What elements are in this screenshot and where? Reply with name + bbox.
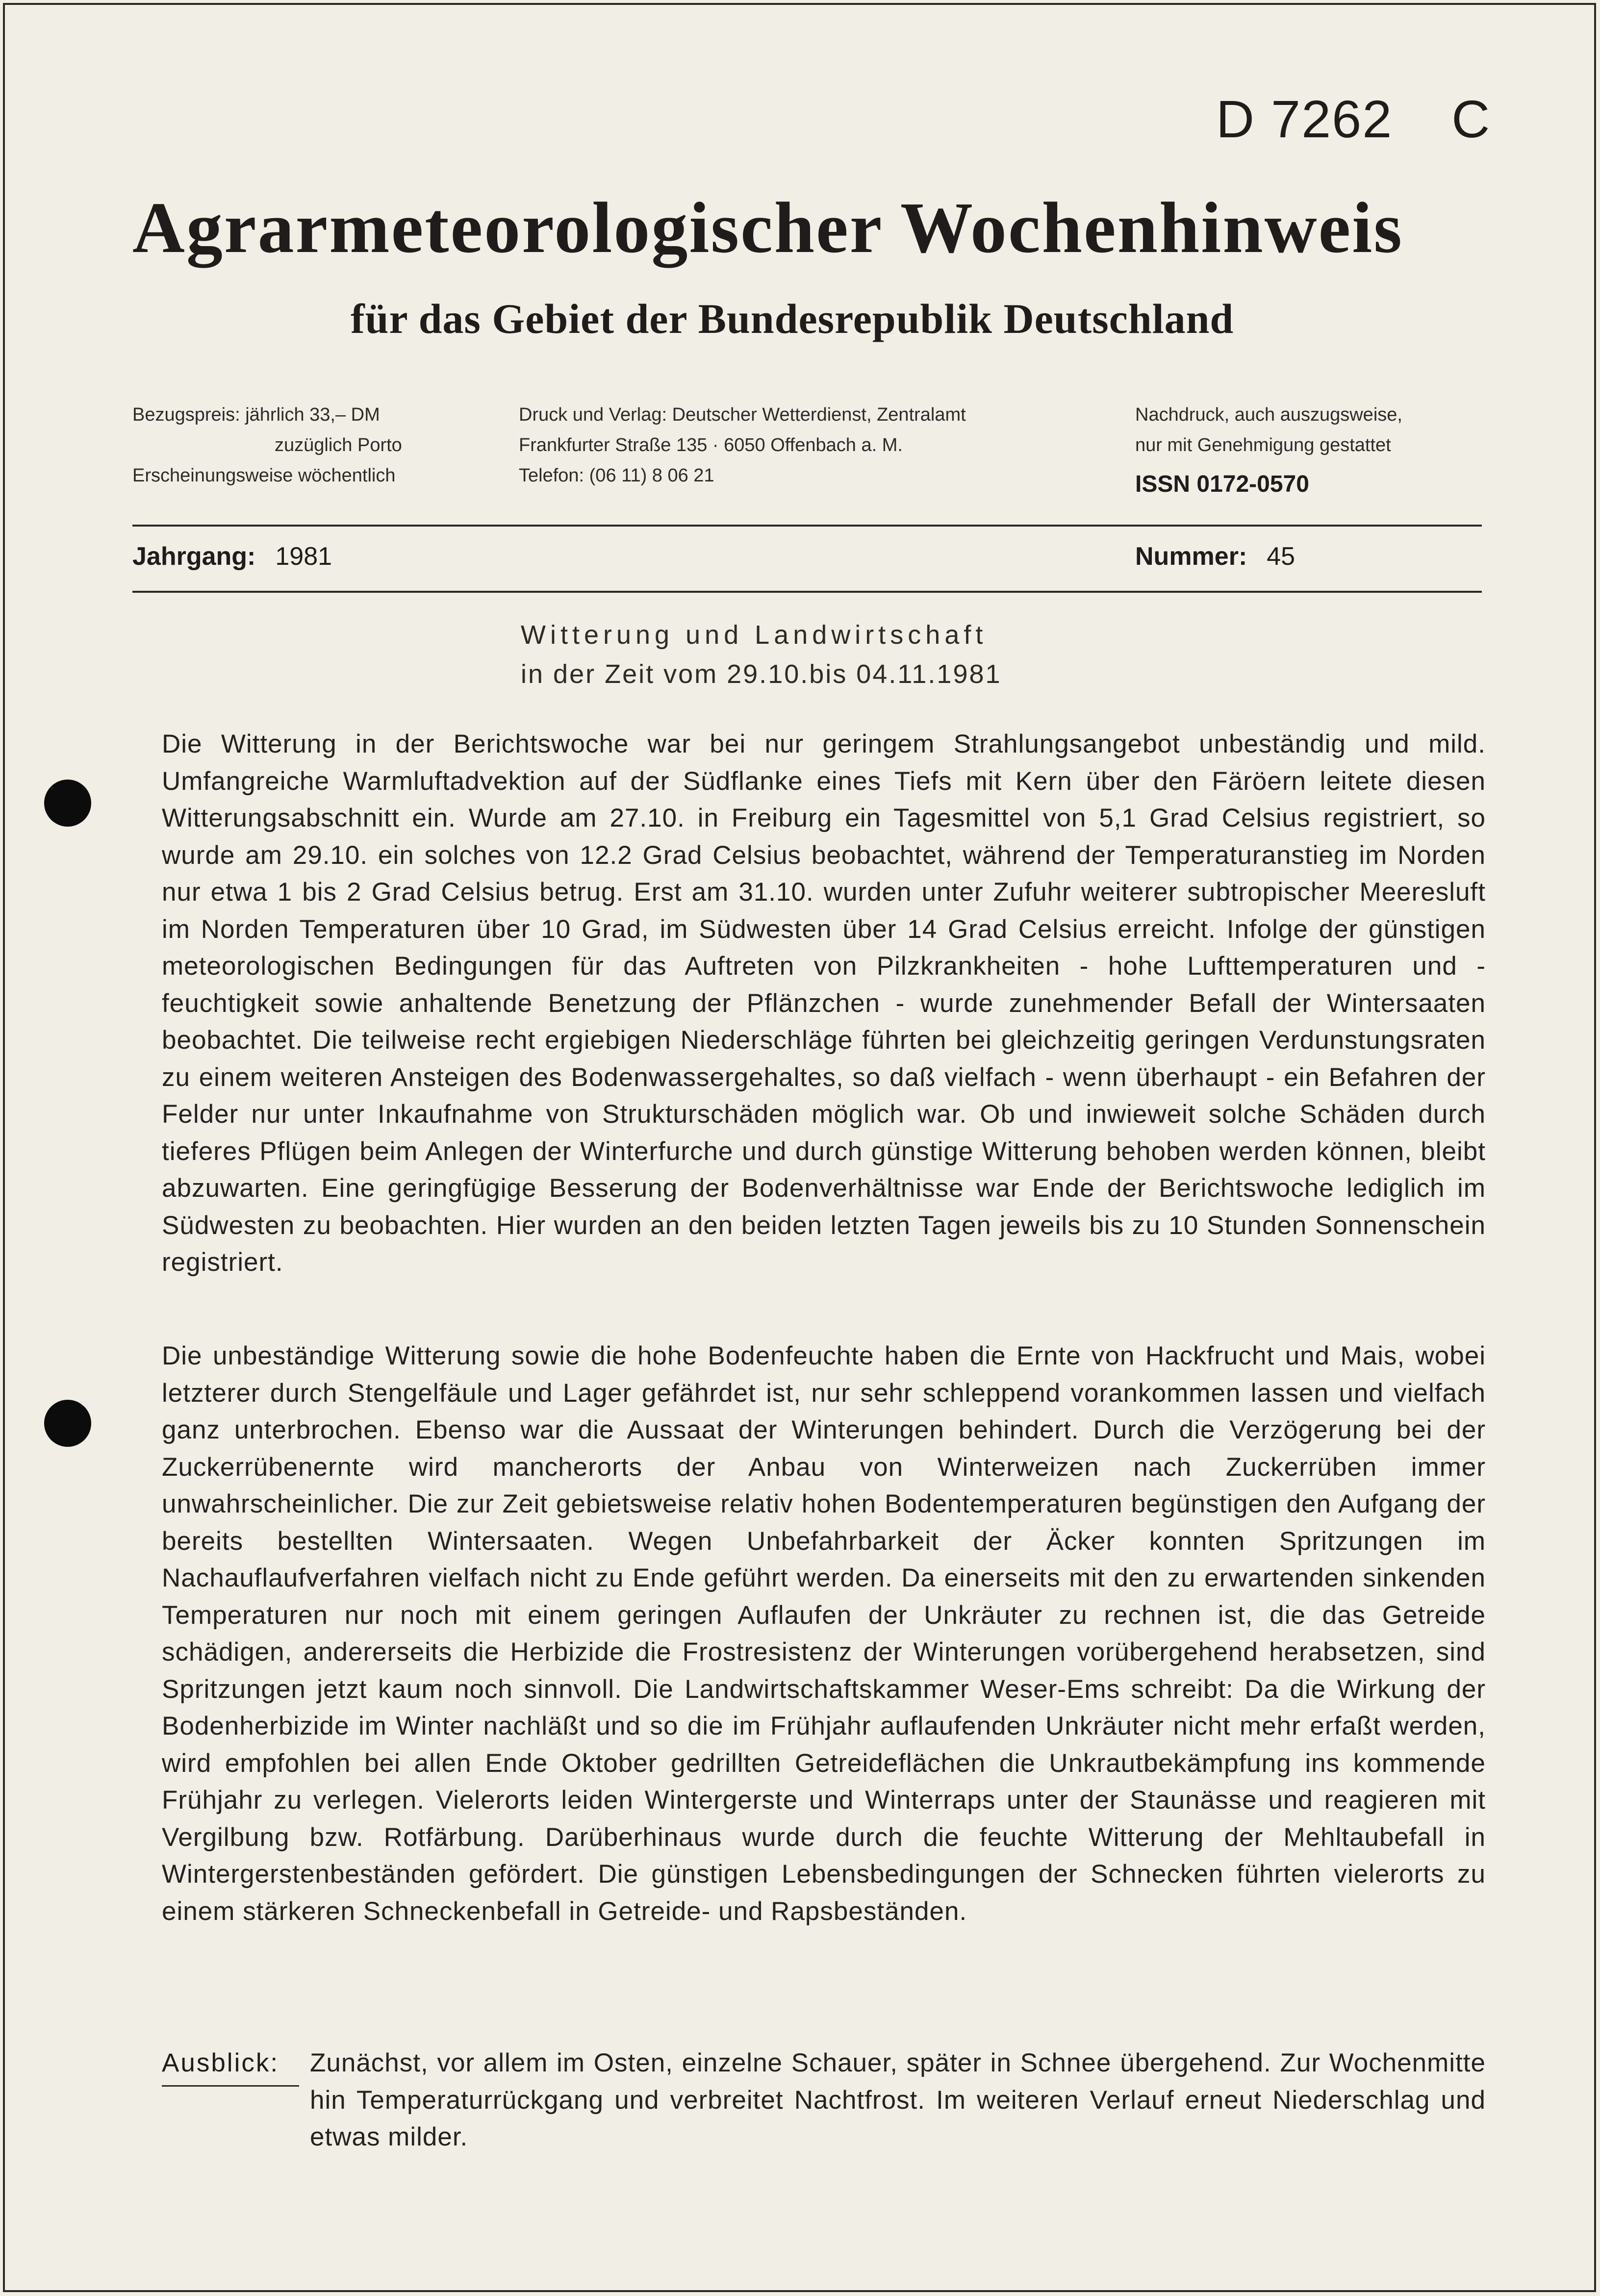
outlook-label: Ausblick: [162, 2048, 279, 2077]
issue-number-label: Nummer: [1135, 542, 1247, 571]
publisher-name: Druck und Verlag: Deutscher Wetterdienst, Zentralamt [519, 404, 966, 425]
reprint-notice-2: nur mit Genehmigung gestattet [1135, 435, 1391, 455]
publisher-address: Frankfurter Straße 135 · 6050 Offenbach a. M. [519, 435, 903, 455]
punch-hole [44, 780, 91, 827]
document-code-number: D 7262 [1216, 89, 1393, 149]
year-field [132, 542, 332, 571]
document-code-suffix: C [1451, 89, 1491, 149]
punch-hole [44, 1400, 91, 1447]
year-value: 1981 [275, 542, 332, 571]
issn: ISSN 0172-0570 [1135, 471, 1309, 497]
subscription-info [132, 400, 402, 491]
report-heading [521, 615, 1002, 694]
publisher-info [519, 400, 966, 491]
subscription-price: Bezugspreis: jährlich 33,– DM [132, 404, 380, 425]
divider [132, 525, 1482, 527]
year-label: Jahrgang: [132, 542, 256, 571]
subscription-postage: zuzüglich Porto [275, 435, 402, 455]
outlook-text: Zunächst, vor allem im Osten, einzelne Schauer, später in Schnee übergehend. Zur Wochenmitte hin Temperaturrückgang und verbreitet Nachtfrost. Im weiteren Verlauf erneut Niederschlag und etwas milder. [310, 2048, 1486, 2151]
publication-frequency: Erscheinungsweise wöchentlich [132, 465, 396, 486]
report-heading-title: Witterung und Landwirtschaft [521, 620, 988, 650]
page-subtitle: für das Gebiet der Bundesrepublik Deutschland [351, 295, 1234, 342]
reprint-info [1135, 400, 1402, 500]
paragraph-weather: Die Witterung in der Berichtswoche war bei nur geringem Strahlungsangebot unbeständig und mild. Umfangreiche Warmluftadvektion auf der Südflanke eines Tiefs mit Kern über den Färöern leitete diesen Witterungsabschnitt ein. Wurde am 27.10. in Freiburg ein Tagesmittel von 5,1 Grad Celsius registriert, so wurde am 29.10. ein solches von 12.2 Grad Celsius beobachtet, während der Temperaturanstieg im Norden nur etwa 1 bis 2 Grad Celsius betrug. Erst am 31.10. wurden unter Zufuhr weiterer subtropischer Meeresluft im Norden Temperaturen über 10 Grad, im Südwesten über 14 Grad Celsius erreicht. Infolge der günstigen meteorologischen Bedingungen für das Auftreten von Pilzkrankheiten - hohe Lufttemperaturen und -feuchtigkeit sowie anhaltende Benetzung der Pflänzchen - wurde zunehmender Befall der Wintersaaten beobachtet. Die teilweise recht ergiebigen Niederschläge führten bei gleichzeitig geringen Verdunstungsraten zu einem weiteren Ansteigen des Bodenwassergehaltes, so daß vielfach - wenn überhaupt - ein Befahren der Felder nur unter Inkaufnahme von Strukturschäden möglich war. Ob und inwieweit solche Schäden durch tieferes Pflügen beim Anlegen der Winterfurche und durch günstige Witterung behoben werden können, bleibt abzuwarten. Eine geringfügige Besserung der Bodenverhältnisse war Ende der Berichtswoche lediglich im Südwesten zu beobachten. Hier wurden an den beiden letzten Tagen jeweils bis zu 10 Stunden Sonnenschein registriert. [162, 730, 1486, 1277]
outlook-underline [162, 2085, 299, 2087]
divider [132, 591, 1482, 593]
issue-number-field [1135, 542, 1295, 571]
reprint-notice-1: Nachdruck, auch auszugsweise, [1135, 404, 1402, 425]
page-title: Agrarmeteorologischer Wochenhinweis [132, 188, 1403, 268]
publisher-phone: Telefon: (06 11) 8 06 21 [519, 465, 714, 486]
paragraph-agriculture: Die unbeständige Witterung sowie die hohe Bodenfeuchte haben die Ernte von Hackfrucht und Mais, wobei letzterer durch Stengelfäule und Lager gefährdet ist, nur sehr schleppend vorankommen lassen und vielfach ganz unterbrochen. Ebenso war die Aussaat der Winterungen behindert. Durch die Verzögerung bei der Zuckerrübenernte wird mancherorts der Anbau von Winterweizen nach Zuckerrüben immer unwahrscheinlicher. Die zur Zeit gebietsweise relativ hohen Bodentemperaturen begünstigen den Aufgang der bereits bestellten Wintersaaten. Wegen Unbefahrbarkeit der Äcker konnten Spritzungen im Nachauflaufverfahren vielfach nicht zu Ende geführt werden. Da einerseits mit den zu erwartenden sinkenden Temperaturen nur noch mit einem geringen Auflaufen der Unkräuter zu rechnen ist, die das Getreide schädigen, andererseits die Herbizide die Frostresistenz der Winterungen vorübergehend herabsetzen, sind Spritzungen jetzt kaum noch sinnvoll. Die Landwirtschaftskammer Weser-Ems schreibt: Da die Wirkung der Bodenherbizide im Winter nachläßt und so die im Frühjahr auflaufenden Unkräuter nicht mehr erfaßt werden, wird empfohlen bei allen Ende Oktober gedrillten Getreideflächen die Unkrautbekämpfung ins kommende Frühjahr zu verlegen. Vielerorts leiden Wintergerste und Winterraps unter der Staunässe und reagieren mit Vergilbung bzw. Rotfärbung. Darüberhinaus wurde durch die feuchte Witterung der Mehltaubefall in Wintergerstenbeständen gefördert. Die günstigen Lebensbedingungen der Schnecken führten vielerorts zu einem stärkeren Schneckenbefall in Getreide- und Rapsbeständen. [162, 1341, 1486, 1926]
document-code [1216, 88, 1491, 150]
report-heading-period: in der Zeit vom 29.10.bis 04.11.1981 [521, 659, 1002, 689]
outlook-section [162, 2044, 1486, 2156]
issue-number-value: 45 [1267, 542, 1295, 571]
